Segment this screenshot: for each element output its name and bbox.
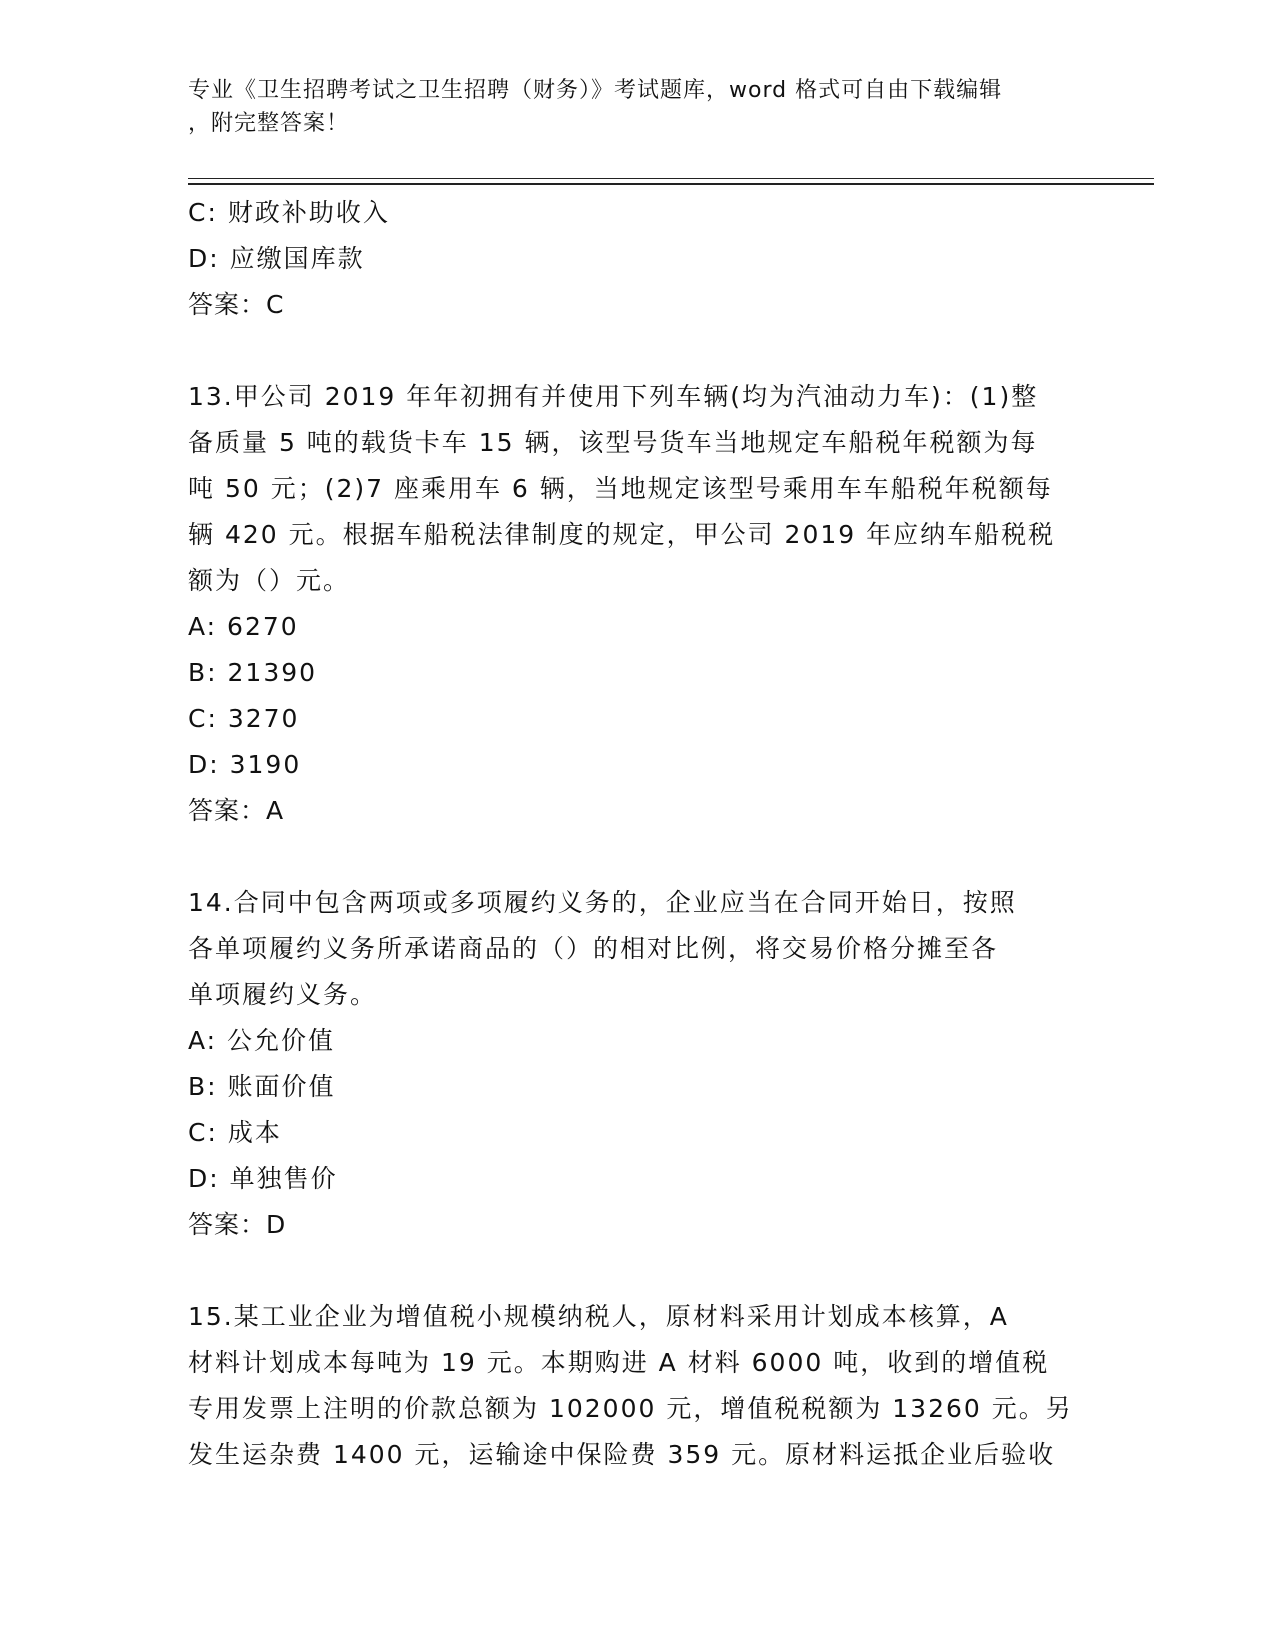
question-stem-line: 各单项履约义务所承诺商品的（）的相对比例，将交易价格分摊至各 xyxy=(188,934,999,963)
question-stem-line: 额为（）元。 xyxy=(188,566,351,595)
document-body xyxy=(188,190,1088,1478)
question-stem-line: 吨 50 元；(2)7 座乘用车 6 辆，当地规定该型号乘用车车船税年税额每 xyxy=(188,474,1053,503)
header-divider-thin xyxy=(188,178,1154,179)
question-stem-line: 14.合同中包含两项或多项履约义务的，企业应当在合同开始日，按照 xyxy=(188,888,1017,917)
spacer xyxy=(188,1248,1088,1294)
header-line-2: ，附完整答案！ xyxy=(188,111,350,136)
option-b: B: 21390 xyxy=(188,658,318,687)
option-d: D: 应缴国库款 xyxy=(188,244,365,273)
question-stem-line: 13.甲公司 2019 年年初拥有并使用下列车辆(均为汽油动力车)：(1)整 xyxy=(188,382,1039,411)
question-stem-line: 材料计划成本每吨为 19 元。本期购进 A 材料 6000 吨，收到的增值税 xyxy=(188,1348,1050,1377)
question-13 xyxy=(188,374,1088,834)
question-14 xyxy=(188,880,1088,1248)
option-c: C: 财政补助收入 xyxy=(188,198,390,227)
spacer xyxy=(188,834,1088,880)
option-c: C: 3270 xyxy=(188,704,300,733)
question-stem-line: 备质量 5 吨的载货卡车 15 辆，该型号货车当地规定车船税年税额为每 xyxy=(188,428,1038,457)
answer-line: 答案：A xyxy=(188,796,285,825)
spacer xyxy=(188,328,1088,374)
answer-line: 答案：D xyxy=(188,1210,287,1239)
option-a: A: 6270 xyxy=(188,612,299,641)
header-line-1: 专业《卫生招聘考试之卫生招聘（财务）》考试题库，word 格式可自由下载编辑 xyxy=(188,78,1003,103)
header-divider-thick xyxy=(188,183,1154,185)
option-d: D: 单独售价 xyxy=(188,1164,338,1193)
question-stem-line: 发生运杂费 1400 元，运输途中保险费 359 元。原材料运抵企业后验收 xyxy=(188,1440,1056,1469)
document-header xyxy=(188,74,1088,140)
option-d: D: 3190 xyxy=(188,750,302,779)
question-12-tail xyxy=(188,190,1088,328)
option-b: B: 账面价值 xyxy=(188,1072,336,1101)
question-stem-line: 专用发票上注明的价款总额为 102000 元，增值税税额为 13260 元。另 xyxy=(188,1394,1073,1423)
question-stem-line: 辆 420 元。根据车船税法律制度的规定，甲公司 2019 年应纳车船税税 xyxy=(188,520,1056,549)
question-15 xyxy=(188,1294,1088,1478)
question-stem-line: 15.某工业企业为增值税小规模纳税人，原材料采用计划成本核算，A xyxy=(188,1302,1009,1331)
option-a: A: 公允价值 xyxy=(188,1026,336,1055)
question-stem-line: 单项履约义务。 xyxy=(188,980,378,1009)
option-c: C: 成本 xyxy=(188,1118,282,1147)
answer-line: 答案：C xyxy=(188,290,285,319)
